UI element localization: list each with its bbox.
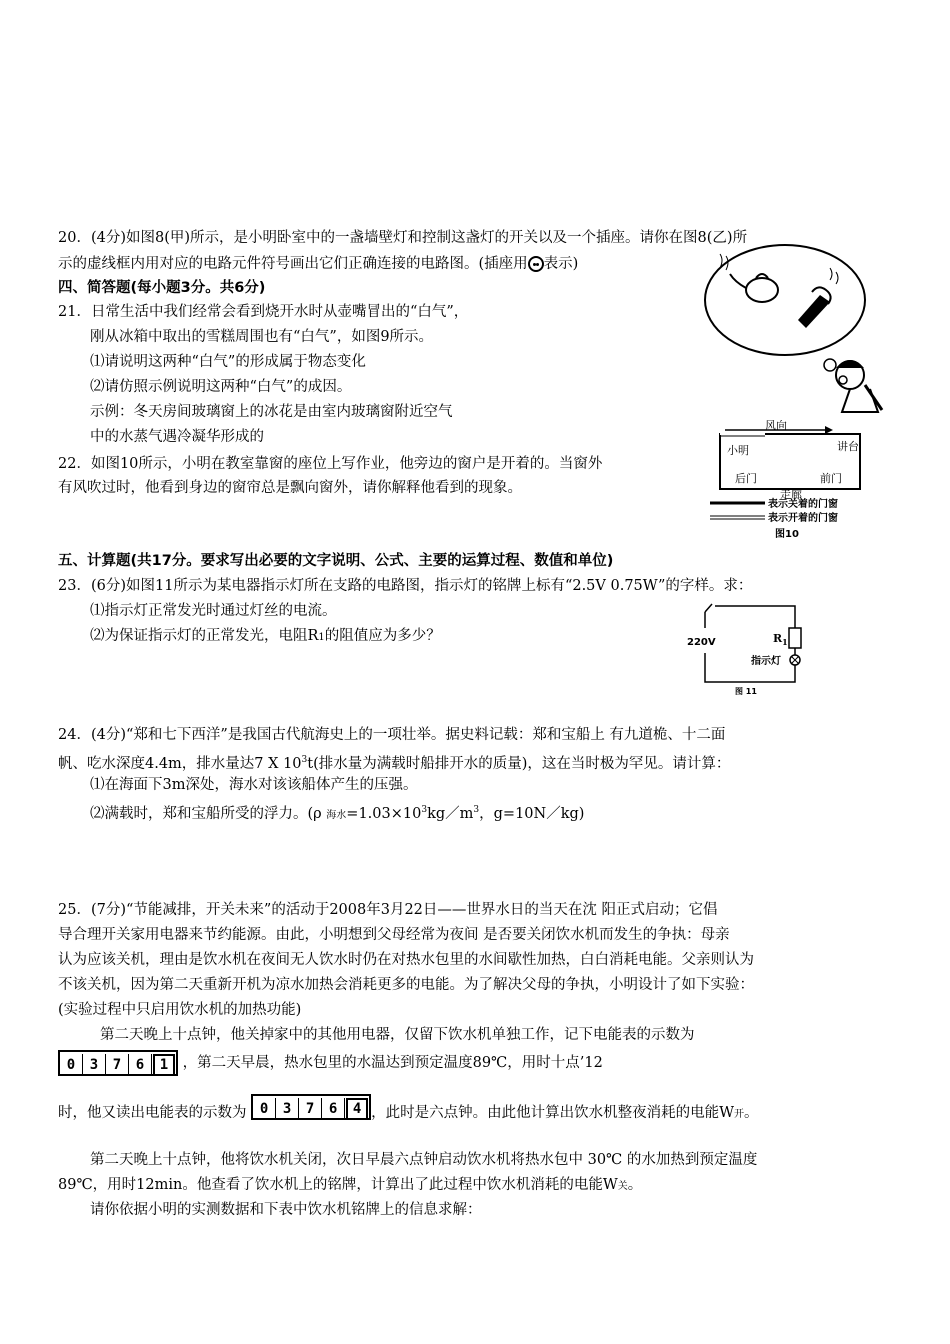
meter2-digit: 0 (253, 1098, 276, 1120)
section4-title: 四、简答题(每小题3分。共6分) (58, 280, 266, 296)
q21-line6: 中的水蒸气遇冷凝华形成的 (90, 429, 264, 445)
wind-arrow-head (825, 426, 833, 434)
meter1-decimal-digit: 1 (153, 1054, 175, 1076)
q23-line3-text: ⑵为保证指示灯的正常发光，电阻R (90, 628, 319, 644)
q24-line2 (58, 750, 730, 774)
voltage-label: 220V (687, 637, 716, 648)
q24-line4-d: ，g=10N／kg) (479, 805, 585, 822)
q21-line2: 刚从冰箱中取出的雪糕周围也有“白气”，如图9所示。 (90, 329, 434, 345)
meter2-digit: 6 (322, 1098, 345, 1120)
meter1-digit: 3 (83, 1054, 106, 1076)
q24-line4-sup: 3 (421, 805, 428, 815)
corridor-label: 走廊 (780, 488, 802, 501)
q24-line4 (90, 800, 584, 826)
figure-11 (685, 598, 815, 698)
q25-line2: 导合理开关家用电器来节约能源。由此，小明想到父母经常为夜间 是否要关闭饮水机而发生的争执：母亲 (58, 927, 730, 943)
q24-line4-b: =1.03×10 (346, 805, 422, 822)
q23-r-sub: 1 (318, 632, 325, 643)
q24-line3: ⑴在海面下3m深处，海水对该该船体产生的压强。 (90, 777, 418, 793)
q25-line11: 请你依据小明的实测数据和下表中饮水机铭牌上的信息求解： (90, 1202, 482, 1218)
legend-closed: 表示关着的门窗 (768, 499, 838, 510)
q24-line4-sub: 海水 (326, 809, 347, 821)
q25-line10-end: 。 (627, 1177, 643, 1193)
meter2-digit: 3 (276, 1098, 299, 1120)
q21-line4: ⑵请仿照示例说明这两种“白气”的成因。 (90, 379, 352, 395)
q25-line7-text: ，第二天早晨，热水包里的水温达到预定温度89℃，用时十点’12 (182, 1055, 603, 1071)
q20-line2-end: 表示) (543, 256, 579, 272)
q25-line8 (58, 1100, 759, 1128)
q24-line2-text: 帆、吃水深度4.4m，排水量达7 X 10 (58, 755, 302, 772)
back-door-label: 后门 (735, 472, 757, 485)
q25-line9: 第二天晚上十点钟，他将饮水机关闭，次日早晨六点钟启动饮水机将热水包中 30℃ 的水加热到预定温度 (90, 1152, 758, 1168)
q23-line3 (90, 626, 441, 648)
figure-10-caption: 图10 (775, 529, 799, 540)
q21-line3: ⑴请说明这两种“白气”的形成属于物态变化 (90, 354, 366, 370)
platform-label: 讲台 (837, 440, 859, 453)
q25-line8-mid: ，此时是六点钟。由此他计算出饮水机整夜消耗的电能W (371, 1105, 735, 1121)
figure-9 (700, 240, 885, 420)
q24-line4-c: kg／m (427, 805, 474, 822)
meter2-digit: 7 (299, 1098, 322, 1120)
q25-line1: 25．(7分)“节能减排，开关未来”的活动于2008年3月22日——世界水日的当天在沈 阳正式启动；它倡 (58, 902, 718, 918)
q24-line1: 24．(4分)“郑和七下西洋”是我国古代航海史上的一项壮举。据史料记载：郑和宝船上 有九道桅、十二面 (58, 727, 726, 743)
meter1-digit: 0 (60, 1054, 83, 1076)
q25-line8-text: 时，他又读出电能表的示数为 (58, 1105, 247, 1121)
boy-figure (836, 360, 882, 412)
q25-line6: 第二天晚上十点钟，他关掉家中的其他用电器，仅留下饮水机单独工作，记下电能表的示数为 (100, 1027, 695, 1043)
q24-line4-sup2: 3 (473, 805, 480, 815)
meter2-decimal-digit: 4 (346, 1098, 368, 1120)
figure-10 (705, 420, 880, 542)
q24-line2-end: t(排水量为满载时船排开水的质量)，这在当时极为罕见。请计算： (307, 755, 731, 772)
q25-line10-text: 89℃，用时12min。他查看了饮水机上的铭牌，计算出了此过程中饮水机消耗的电能W (58, 1177, 618, 1193)
q25-line7 (58, 1050, 603, 1076)
wind-label: 风向 (765, 420, 787, 432)
meter1-digit: 6 (129, 1054, 152, 1076)
legend-open: 表示开着的门窗 (768, 513, 838, 524)
thought-dot (839, 376, 847, 384)
q24-sup: 3 (301, 755, 308, 765)
q25-line8-end: 。 (744, 1105, 759, 1121)
meter1-digit: 7 (106, 1054, 129, 1076)
q20-line2-text: 示的虚线框内用对应的电路元件符号画出它们正确连接的电路图。(插座用 (58, 256, 528, 272)
figure-11-caption: 图 11 (735, 687, 757, 696)
thought-bubble (705, 245, 865, 355)
q21-line1: 21．日常生活中我们经常会看到烧开水时从壶嘴冒出的“白气”， (58, 304, 469, 320)
q25-line4: 不该关机，因为第二天重新开机为凉水加热会消耗更多的电能。为了解决父母的争执，小明设计了如下实验： (58, 977, 754, 993)
lamp-label: 指示灯 (751, 656, 781, 667)
front-door-label: 前门 (820, 472, 842, 485)
socket-icon (528, 256, 544, 272)
q24-line4-a: ⑵满载时，郑和宝船所受的浮力。(ρ (90, 805, 327, 822)
ice-cream-icon (798, 268, 838, 328)
meter-reading-1 (58, 1050, 178, 1076)
q22-line1: 22．如图10所示，小明在教室靠窗的座位上写作业，他旁边的窗户是开着的。当窗外 (58, 456, 603, 472)
thought-dot (824, 359, 836, 371)
q25-line5: (实验过程中只启用饮水机的加热功能) (58, 1002, 302, 1018)
meter-reading-2 (251, 1094, 371, 1120)
q25-line10 (58, 1175, 642, 1197)
q25-line8-sub: 开 (734, 1109, 745, 1120)
q25-line10-sub: 关 (617, 1181, 628, 1192)
resistor-label: $R_1$ (773, 632, 788, 647)
q23-line1: 23．(6分)如图11所示为某电器指示灯所在支路的电路图，指示灯的铭牌上标有“2.5V 0.75W”的字样。求： (58, 578, 753, 594)
q21-line5: 示例：冬天房间玻璃窗上的冰花是由室内玻璃窗附近空气 (90, 404, 453, 420)
xiaoming-label: 小明 (727, 444, 749, 457)
switch-icon (705, 604, 712, 612)
q20-line2 (58, 254, 578, 274)
resistor-icon (789, 628, 801, 648)
q22-line2: 有风吹过时，他看到身边的窗帘总是飘向窗外，请你解释他看到的现象。 (58, 480, 522, 496)
q25-line3: 认为应该关机，理由是饮水机在夜间无人饮水时仍在对热水包里的水间歇性加热，白白消耗电能。父亲则认为 (58, 952, 754, 968)
q23-line2: ⑴指示灯正常发光时通过灯丝的电流。 (90, 603, 337, 619)
q23-line3-end: 的阻值应为多少？ (324, 628, 441, 644)
section5-title: 五、计算题(共17分。要求写出必要的文字说明、公式、主要的运算过程、数值和单位) (58, 553, 614, 569)
q20-line1: 20．(4分)如图8(甲)所示，是小明卧室中的一盏墙壁灯和控制这盏灯的开关以及一个插座。请你在图8(乙)所 (58, 230, 748, 246)
